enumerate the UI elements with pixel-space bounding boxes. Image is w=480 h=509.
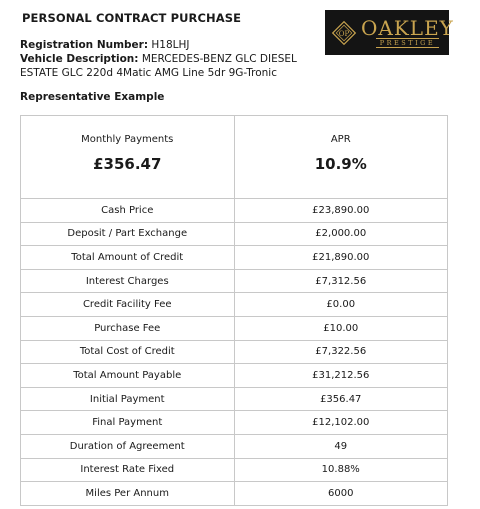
row-value: £7,322.56 (234, 340, 448, 364)
row-label: Final Payment (21, 411, 235, 435)
table-row (21, 340, 448, 364)
table-row (21, 387, 448, 411)
table-row (21, 364, 448, 388)
row-label: Interest Rate Fixed (21, 458, 235, 482)
apr-label: APR (330, 134, 351, 145)
logo-tagline: PRESTIGE (376, 38, 439, 48)
row-label: Total Amount Payable (21, 364, 235, 388)
row-value: 10.88% (234, 458, 448, 482)
table-row (21, 293, 448, 317)
description-line (20, 52, 330, 80)
row-value: £31,212.56 (234, 364, 448, 388)
row-label: Initial Payment (21, 387, 235, 411)
op-monogram-icon (331, 20, 357, 46)
table-row (21, 199, 448, 223)
row-label: Deposit / Part Exchange (21, 222, 235, 246)
table-row (21, 482, 448, 506)
row-value: £23,890.00 (234, 199, 448, 223)
row-label: Total Amount of Credit (21, 246, 235, 270)
registration-value: H18LHJ (151, 39, 190, 51)
row-value: £10.00 (234, 316, 448, 340)
representative-example-table (20, 115, 448, 506)
table-row (21, 458, 448, 482)
row-label: Purchase Fee (21, 316, 235, 340)
row-value: £12,102.00 (234, 411, 448, 435)
table-row (21, 411, 448, 435)
apr-value: 10.9% (314, 155, 367, 173)
section-title: Representative Example (20, 91, 165, 103)
description-value: MERCEDES-BENZ GLC DIESEL ESTATE GLC 220d 4Matic AMG Line 5dr 9G-Tronic (20, 53, 297, 79)
summary-row (21, 116, 448, 199)
row-value: 6000 (234, 482, 448, 506)
table-row (21, 316, 448, 340)
document-title: PERSONAL CONTRACT PURCHASE (22, 11, 242, 25)
registration-line (20, 38, 330, 52)
monthly-payments-cell (21, 116, 235, 199)
table-row (21, 246, 448, 270)
vehicle-details (20, 38, 330, 80)
row-value: £21,890.00 (234, 246, 448, 270)
apr-cell (234, 116, 448, 199)
row-value: 49 (234, 434, 448, 458)
row-label: Interest Charges (21, 269, 235, 293)
table-row (21, 434, 448, 458)
table-row (21, 269, 448, 293)
monthly-payments-value: £356.47 (93, 155, 162, 173)
oakley-prestige-logo (325, 10, 454, 55)
row-value: £7,312.56 (234, 269, 448, 293)
description-label: Vehicle Description: (20, 53, 139, 65)
registration-label: Registration Number: (20, 39, 149, 51)
logo-name: OAKLEY (361, 15, 454, 40)
monthly-payments-label: Monthly Payments (81, 134, 174, 145)
row-label: Cash Price (21, 199, 235, 223)
row-value: £2,000.00 (234, 222, 448, 246)
svg-text:OP: OP (338, 29, 350, 38)
table-row (21, 222, 448, 246)
row-label: Miles Per Annum (21, 482, 235, 506)
row-value: £0.00 (234, 293, 448, 317)
row-label: Total Cost of Credit (21, 340, 235, 364)
row-label: Duration of Agreement (21, 434, 235, 458)
row-label: Credit Facility Fee (21, 293, 235, 317)
row-value: £356.47 (234, 387, 448, 411)
